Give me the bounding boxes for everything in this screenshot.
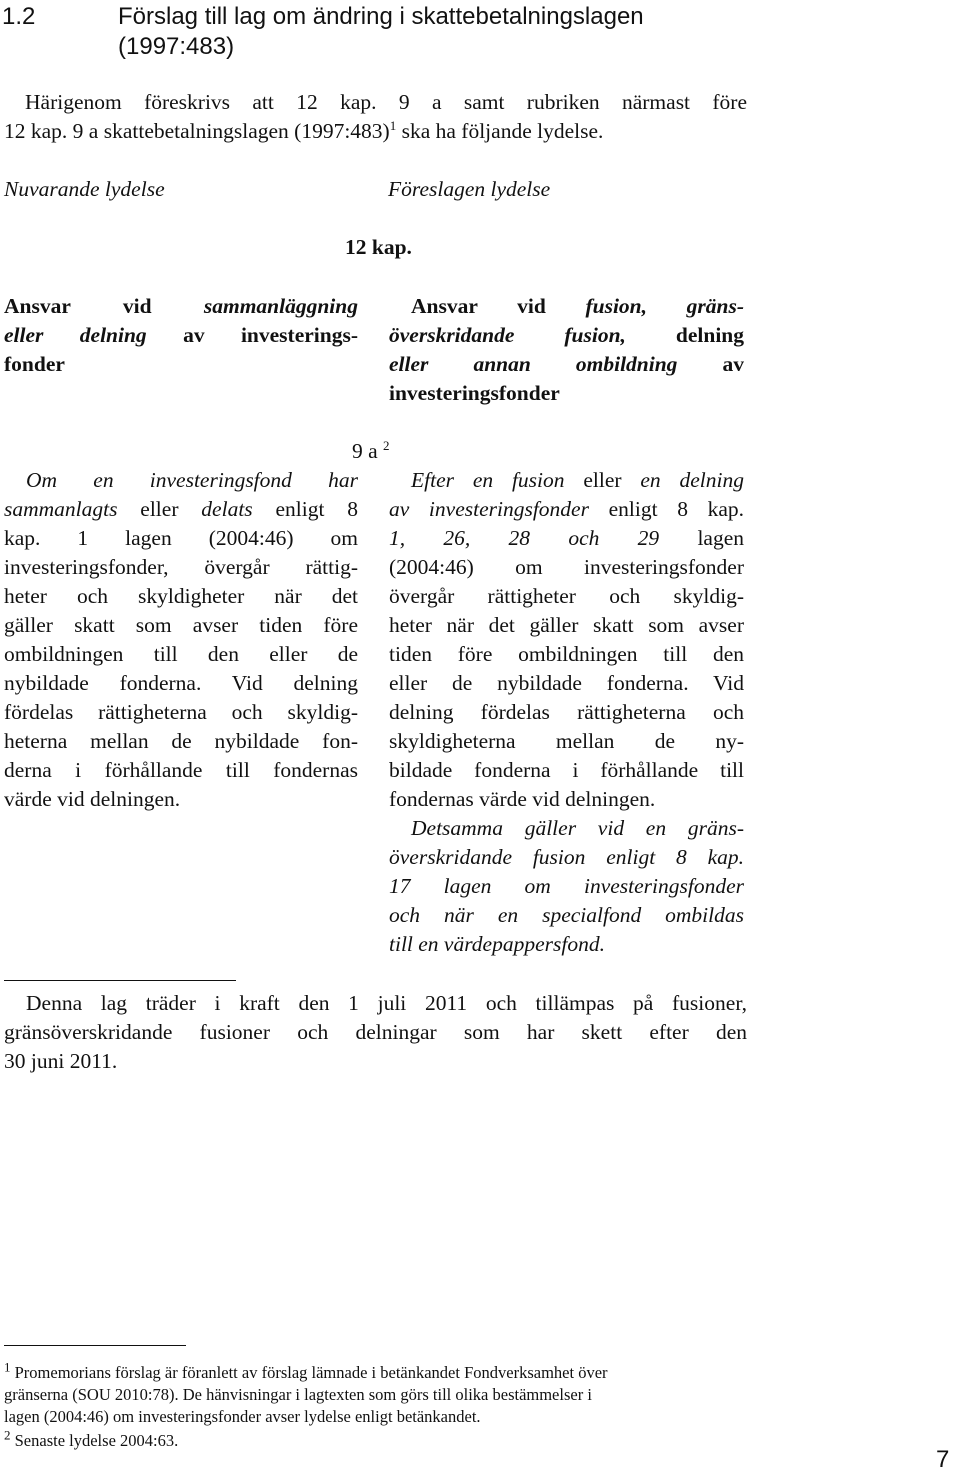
footnote-1: $^1$ Promemorians förslag är föranlett av förslag lämnade i betänkandet Fondverksamhet över gränserna (SOU 2010:78). De hänvisningar i lagtexten som görs till olika bestämmelser i lagen (2004:46) om investeringsfonder avser lydelse enligt betänkandet.	[4, 1359, 608, 1426]
right-column-header: Föreslagen lydelse	[388, 177, 551, 201]
footnote-rule	[4, 1345, 186, 1346]
right-body-text: Efter en fusion eller en delning av investeringsfonder enligt 8 kap. 1, 26, 28 och 29 lagen (2004:46) om investeringsfonder övergår rättigheter och skyldig- heter när det gäller skatt som avser tiden före ombildningen till den eller de nybildade fonderna. Vid delning fördelas rättigheterna och skyldigheterna mellan de ny- bildade fonderna i förhållande till fondernas värde vid delningen. Detsamma gäller vid en gräns- överskridande fusion enligt 8 kap. 17 lagen om investeringsfonder och när en specialfond ombildas till en värdepappersfond.	[389, 468, 744, 956]
page-number: 7	[936, 1446, 950, 1473]
chapter-label: 12 kap.	[345, 235, 412, 259]
footnote-2: $^2$ Senaste lydelse 2004:63.	[4, 1427, 179, 1450]
left-heading: Ansvar vid sammanläggning eller delning av investerings- fonder	[4, 294, 358, 376]
right-heading: Ansvar vid fusion, gräns- överskridande fusion, delning eller annan ombildning av investeringsfonder	[389, 294, 744, 405]
section-title-line1: Förslag till lag om ändring i skattebetalningslagen	[118, 3, 644, 30]
left-column-header: Nuvarande lydelse	[4, 177, 165, 201]
paragraph-mark: 9 a $^2$	[352, 437, 390, 463]
separator-rule	[4, 980, 236, 981]
intro-line2: 12 kap. 9 a skattebetalningslagen (1997:483)$^1$ ska ha följande lydelse.	[4, 117, 604, 143]
intro-line1: Härigenom föreskrivs att 12 kap. 9 a samt rubriken närmast före	[25, 90, 747, 114]
transition-text: Denna lag träder i kraft den 1 juli 2011 och tillämpas på fusioner, gränsöverskridande fusioner och delningar som har skett efter den 30 juni 2011.	[4, 991, 747, 1073]
section-number: 1.2	[2, 3, 36, 30]
section-title-line2: (1997:483)	[118, 33, 235, 60]
left-body-text: Om en investeringsfond har sammanlagts eller delats enligt 8 kap. 1 lagen (2004:46) om investeringsfonder, övergår rättig- heter och skyldigheter när det gäller skatt som avser tiden före ombildningen till den eller de nybildade fonderna. Vid delning fördelas rättigheterna och skyldig- heterna mellan de nybildade fon- derna i förhållande till fondernas värde vid delningen.	[4, 468, 358, 811]
